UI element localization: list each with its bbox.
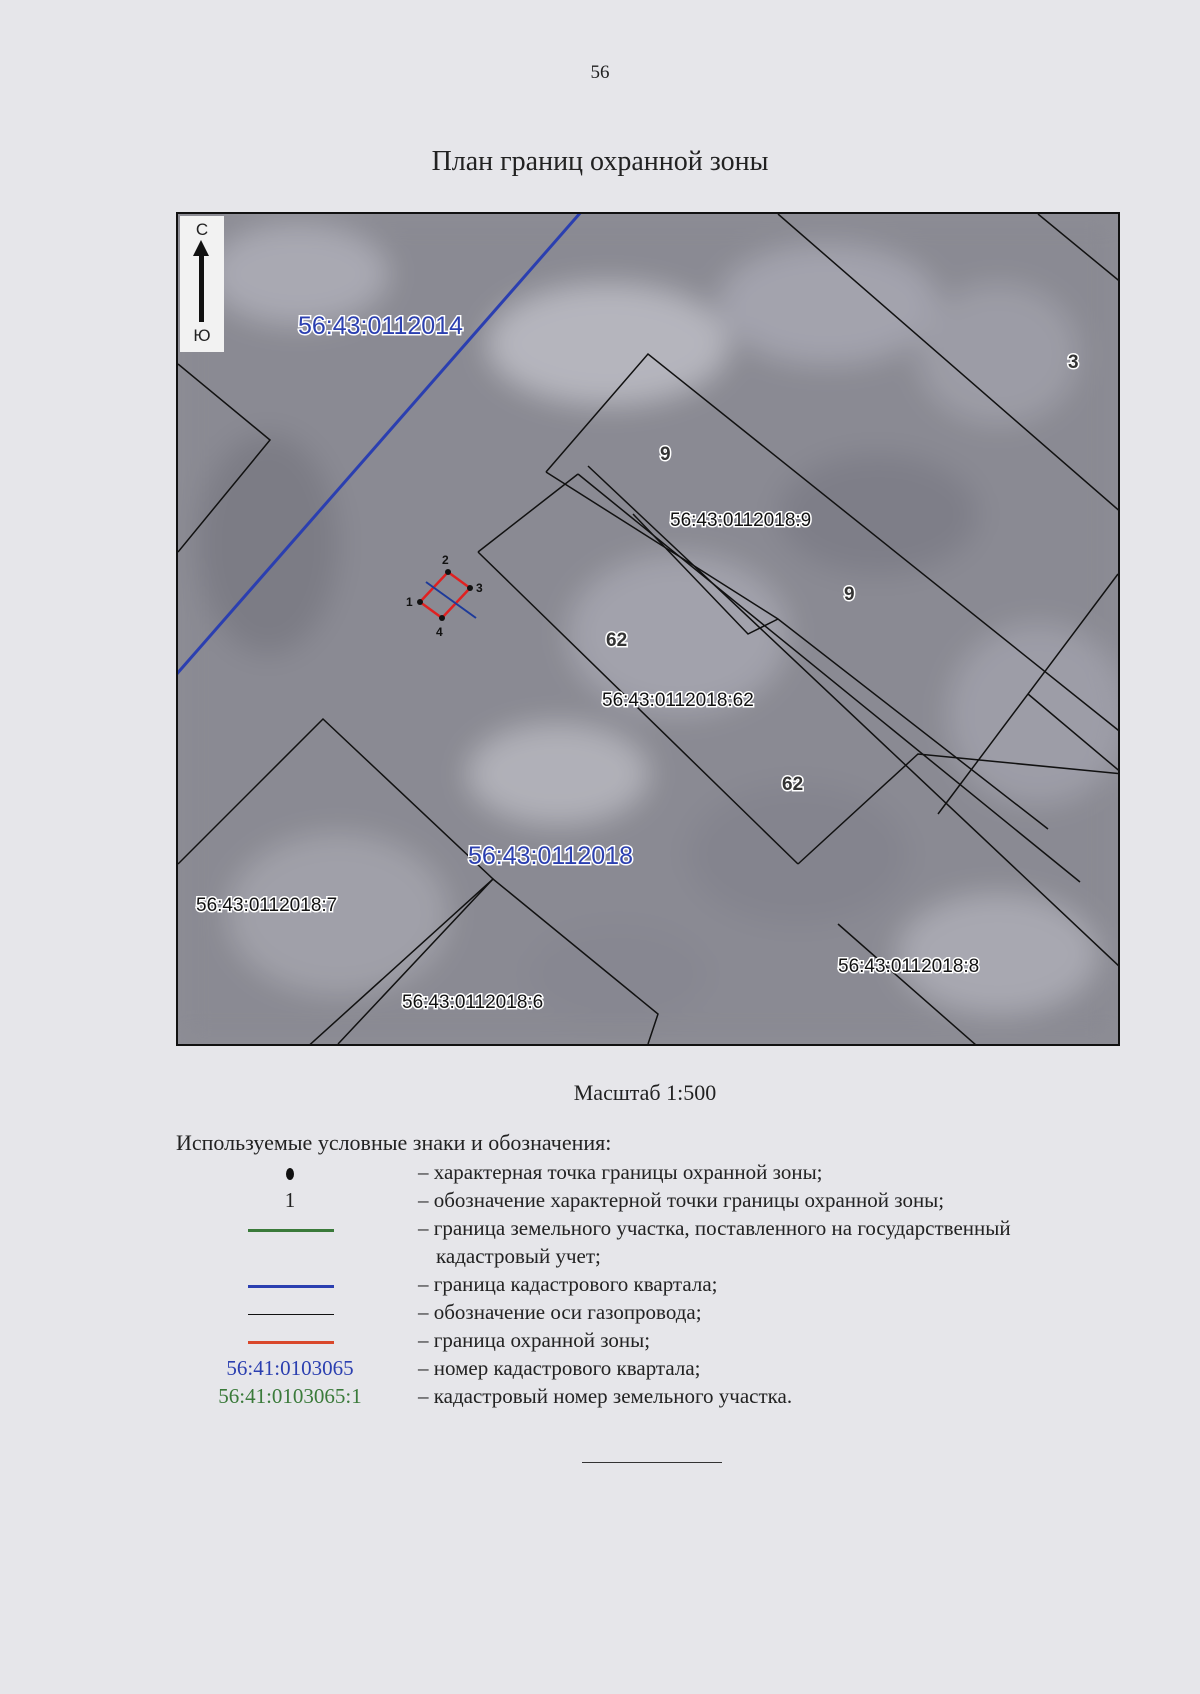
legend-symbol [210, 1272, 370, 1300]
legend-row [0, 1328, 1200, 1356]
point-dot-icon [286, 1168, 294, 1180]
legend-text-continued: кадастровый учет; [436, 1244, 601, 1268]
legend-text: – граница охранной зоны; [418, 1328, 651, 1352]
page-number: 56 [590, 62, 610, 83]
legend-symbol: 56:41:0103065 [226, 1356, 354, 1380]
south-label: Ю [193, 326, 211, 345]
house-number: 3 [1068, 352, 1079, 373]
zone-point-2 [445, 569, 451, 575]
parcel-label: 56:43:0112018:7 [196, 895, 338, 916]
red-line-icon [248, 1341, 334, 1344]
point-label: 3 [476, 581, 483, 595]
zone-point-4 [439, 615, 445, 621]
parcel-label: 56:43:0112018:9 [670, 510, 812, 531]
cadastral-map [176, 212, 1120, 1046]
page-title: План границ охранной зоны [431, 146, 769, 177]
legend-row [0, 1244, 1200, 1272]
parcel-label: 56:43:0112018:62 [602, 690, 754, 711]
legend-text: – граница земельного участка, поставленного на государственный [418, 1216, 1011, 1240]
black-line-icon [248, 1314, 334, 1315]
legend-text: – граница кадастрового квартала; [418, 1272, 718, 1296]
compass [180, 216, 224, 352]
house-number: 62 [606, 630, 628, 651]
legend-text: – обозначение оси газопровода; [418, 1300, 702, 1324]
legend-row [0, 1216, 1200, 1244]
legend-text: – кадастровый номер земельного участка. [418, 1384, 793, 1408]
legend-row [0, 1188, 1200, 1216]
legend-symbol [210, 1328, 370, 1356]
compass-shaft [199, 250, 204, 322]
map-scale: Масштаб 1:500 [573, 1080, 717, 1105]
legend-symbol [210, 1300, 370, 1328]
house-number: 9 [660, 444, 671, 465]
house-number: 62 [782, 774, 804, 795]
legend-row [0, 1160, 1200, 1188]
zone-point-3 [467, 585, 473, 591]
green-line-icon [248, 1229, 334, 1232]
bottom-rule [582, 1462, 722, 1463]
legend-text: – обозначение характерной точки границы охранной зоны; [418, 1188, 945, 1212]
north-label: С [195, 220, 209, 239]
legend-row [0, 1272, 1200, 1300]
point-label: 2 [442, 553, 449, 567]
legend-heading: Используемые условные знаки и обозначения: [176, 1130, 612, 1155]
legend-symbol [210, 1216, 370, 1244]
legend-symbol [210, 1160, 370, 1188]
zone-point-1 [417, 599, 423, 605]
point-label: 4 [436, 625, 443, 639]
house-number: 9 [844, 584, 855, 605]
legend-row [0, 1384, 1200, 1412]
quarter-label: 56:43:0112018 [468, 842, 633, 870]
legend-row [0, 1300, 1200, 1328]
legend-symbol: 56:41:0103065:1 [218, 1384, 362, 1408]
legend-symbol: 1 [284, 1188, 296, 1212]
legend-text: – номер кадастрового квартала; [418, 1356, 701, 1380]
legend-row [0, 1356, 1200, 1384]
quarter-label: 56:43:0112014 [298, 312, 463, 340]
legend-text: – характерная точка границы охранной зоны; [418, 1160, 823, 1184]
blue-line-icon [248, 1285, 334, 1288]
parcel-label: 56:43:0112018:8 [838, 956, 980, 977]
parcel-label: 56:43:0112018:6 [402, 992, 544, 1013]
point-label: 1 [406, 595, 413, 609]
map-canvas [178, 214, 1118, 1044]
